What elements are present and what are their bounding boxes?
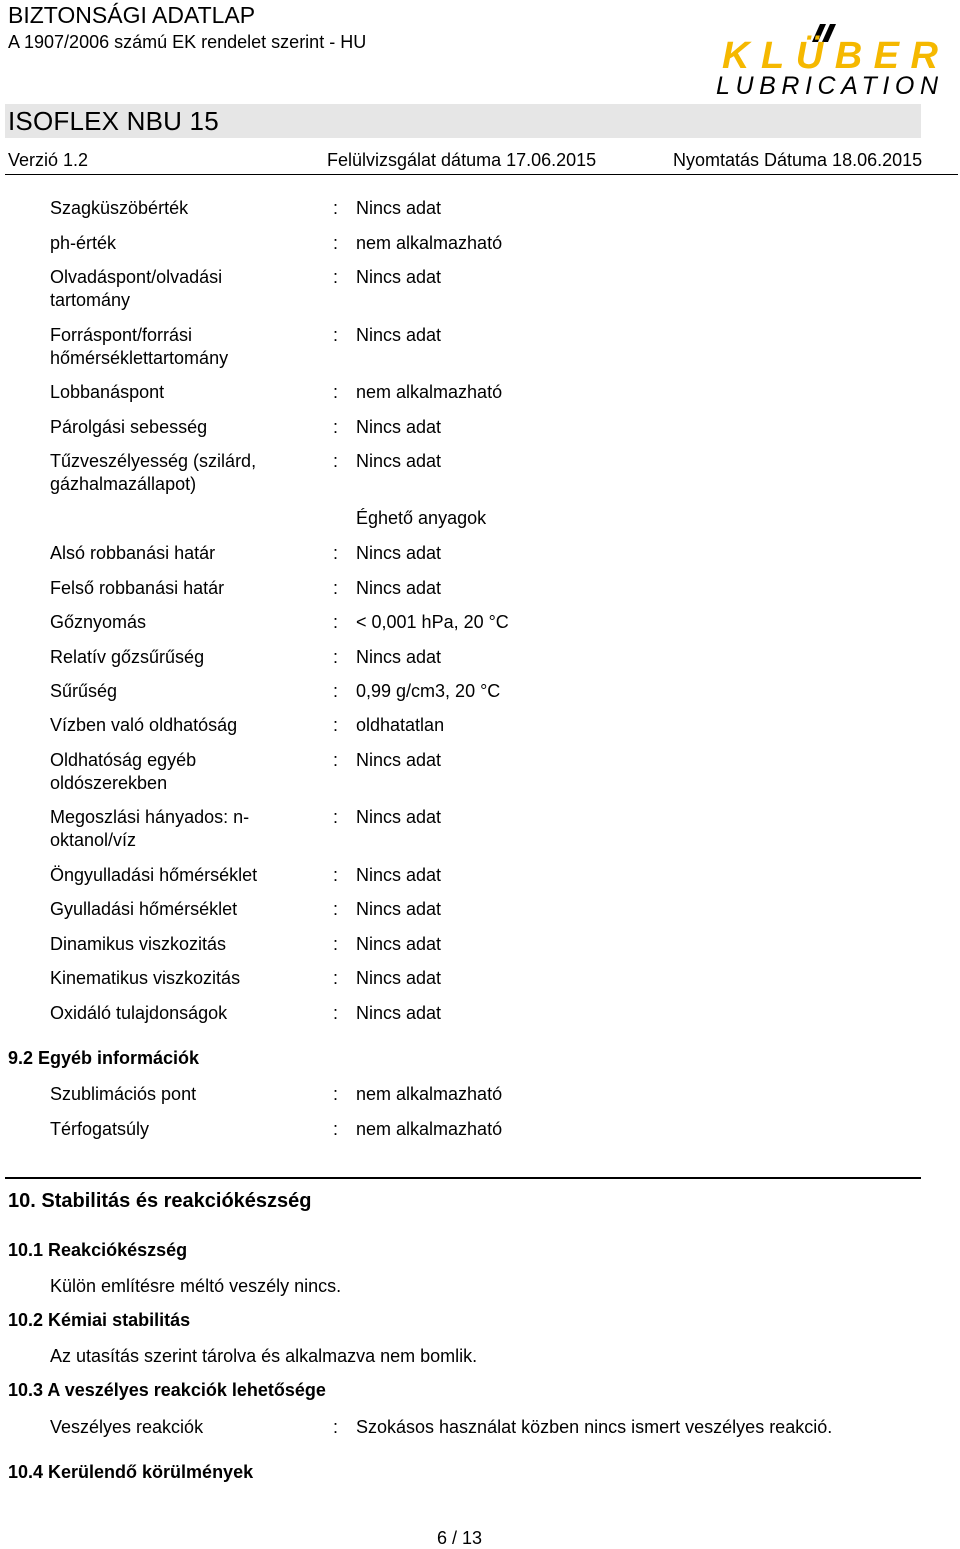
property-label: Gőznyomás — [50, 612, 147, 632]
property-value: nem alkalmazható — [356, 1084, 503, 1104]
property-value: < 0,001 hPa, 20 °C — [356, 612, 509, 632]
property-label: Sűrűség — [50, 681, 118, 701]
property-label: Lobbanáspont — [50, 382, 165, 402]
property-value: Nincs adat — [356, 578, 442, 598]
property-label: Relatív gőzsűrűség — [50, 647, 205, 667]
property-label: Felső robbanási határ — [50, 578, 225, 598]
property-label: Dinamikus viszkozitás — [50, 934, 227, 954]
property-value: Nincs adat — [356, 968, 442, 988]
property-value: nem alkalmazható — [356, 1119, 503, 1139]
property-label: Veszélyes reakciók — [50, 1417, 204, 1437]
section-divider — [5, 1177, 921, 1179]
property-value: Nincs adat — [356, 865, 442, 885]
section-10-2-text: Az utasítás szerint tárolva és alkalmazva nem bomlik. — [50, 1346, 478, 1366]
property-colon: : — [333, 1003, 339, 1023]
product-name: ISOFLEX NBU 15 — [8, 106, 219, 136]
property-colon: : — [333, 417, 339, 437]
property-label: Olvadáspont/olvadási tartomány — [50, 267, 223, 310]
property-label: Vízben való oldhatóság — [50, 715, 238, 735]
property-value: Nincs adat — [356, 1003, 442, 1023]
property-colon: : — [333, 198, 339, 218]
property-colon: : — [333, 865, 339, 885]
property-label: Öngyulladási hőmérséklet — [50, 865, 258, 885]
property-colon: : — [333, 233, 339, 253]
property-label: Tűzveszélyesség (szilárd, gázhalmazállapot) — [50, 451, 257, 494]
property-colon: : — [333, 267, 339, 287]
property-colon: : — [333, 1084, 339, 1104]
property-value: 0,99 g/cm3, 20 °C — [356, 681, 501, 701]
property-colon: : — [333, 325, 339, 345]
property-label: Gyulladási hőmérséklet — [50, 899, 238, 919]
property-value: Nincs adat — [356, 647, 442, 667]
property-value: Nincs adat — [356, 543, 442, 563]
property-value: Nincs adat — [356, 934, 442, 954]
property-value: Nincs adat — [356, 417, 442, 437]
property-colon: : — [333, 578, 339, 598]
property-label: Alsó robbanási határ — [50, 543, 216, 563]
property-value: Nincs adat — [356, 750, 442, 770]
regulation-text: A 1907/2006 számú EK rendelet szerint - HU — [8, 32, 367, 52]
section-10-2-heading: 10.2 Kémiai stabilitás — [8, 1310, 191, 1330]
logo-kluber-text: KLÜBER — [722, 35, 938, 77]
version-label: Verzió 1.2 — [8, 150, 89, 170]
property-label: Megoszlási hányados: n-oktanol/víz — [50, 807, 250, 850]
property-colon: : — [333, 899, 339, 919]
property-value: Nincs adat — [356, 325, 442, 345]
flammability-note: Éghető anyagok — [356, 508, 487, 528]
property-value: nem alkalmazható — [356, 233, 503, 253]
property-colon: : — [333, 750, 339, 770]
property-value: oldhatatlan — [356, 715, 445, 735]
header-divider — [5, 174, 958, 175]
property-value: nem alkalmazható — [356, 382, 503, 402]
property-colon: : — [333, 1417, 339, 1437]
section-10-heading: 10. Stabilitás és reakciókészség — [8, 1190, 312, 1212]
property-label: Oldhatóság egyéb oldószerekben — [50, 750, 197, 793]
section-10-4-heading: 10.4 Kerülendő körülmények — [8, 1462, 254, 1482]
property-colon: : — [333, 807, 339, 827]
property-colon: : — [333, 681, 339, 701]
page-number: 6 / 13 — [437, 1528, 483, 1548]
property-colon: : — [333, 968, 339, 988]
property-value: Nincs adat — [356, 807, 442, 827]
property-colon: : — [333, 715, 339, 735]
property-colon: : — [333, 451, 339, 471]
property-label: Szagküszöbérték — [50, 198, 189, 218]
property-colon: : — [333, 1119, 339, 1139]
section-10-1-text: Külön említésre méltó veszély nincs. — [50, 1276, 342, 1296]
property-label: Oxidáló tulajdonságok — [50, 1003, 228, 1023]
property-label: Párolgási sebesség — [50, 417, 208, 437]
review-date: Felülvizsgálat dátuma 17.06.2015 — [327, 150, 597, 170]
kluber-lubrication-logo — [708, 8, 948, 98]
property-label: ph-érték — [50, 233, 117, 253]
property-label: Szublimációs pont — [50, 1084, 197, 1104]
section-9-2-heading: 9.2 Egyéb információk — [8, 1048, 200, 1068]
property-colon: : — [333, 647, 339, 667]
property-label: Térfogatsúly — [50, 1119, 150, 1139]
property-value: Szokásos használat közben nincs ismert veszélyes reakció. — [356, 1417, 833, 1437]
property-value: Nincs adat — [356, 899, 442, 919]
property-colon: : — [333, 612, 339, 632]
property-colon: : — [333, 934, 339, 954]
property-value: Nincs adat — [356, 267, 442, 287]
print-date: Nyomtatás Dátuma 18.06.2015 — [673, 150, 923, 170]
section-10-1-heading: 10.1 Reakciókészség — [8, 1240, 188, 1260]
property-value: Nincs adat — [356, 451, 442, 471]
property-label: Forráspont/forrási hőmérséklettartomány — [50, 325, 229, 368]
document-type-title: BIZTONSÁGI ADATLAP — [8, 2, 256, 28]
property-colon: : — [333, 382, 339, 402]
property-label: Kinematikus viszkozitás — [50, 968, 241, 988]
property-value: Nincs adat — [356, 198, 442, 218]
logo-lubrication-text: LUBRICATION — [716, 72, 938, 98]
property-colon: : — [333, 543, 339, 563]
section-10-3-heading: 10.3 A veszélyes reakciók lehetősége — [8, 1380, 326, 1400]
